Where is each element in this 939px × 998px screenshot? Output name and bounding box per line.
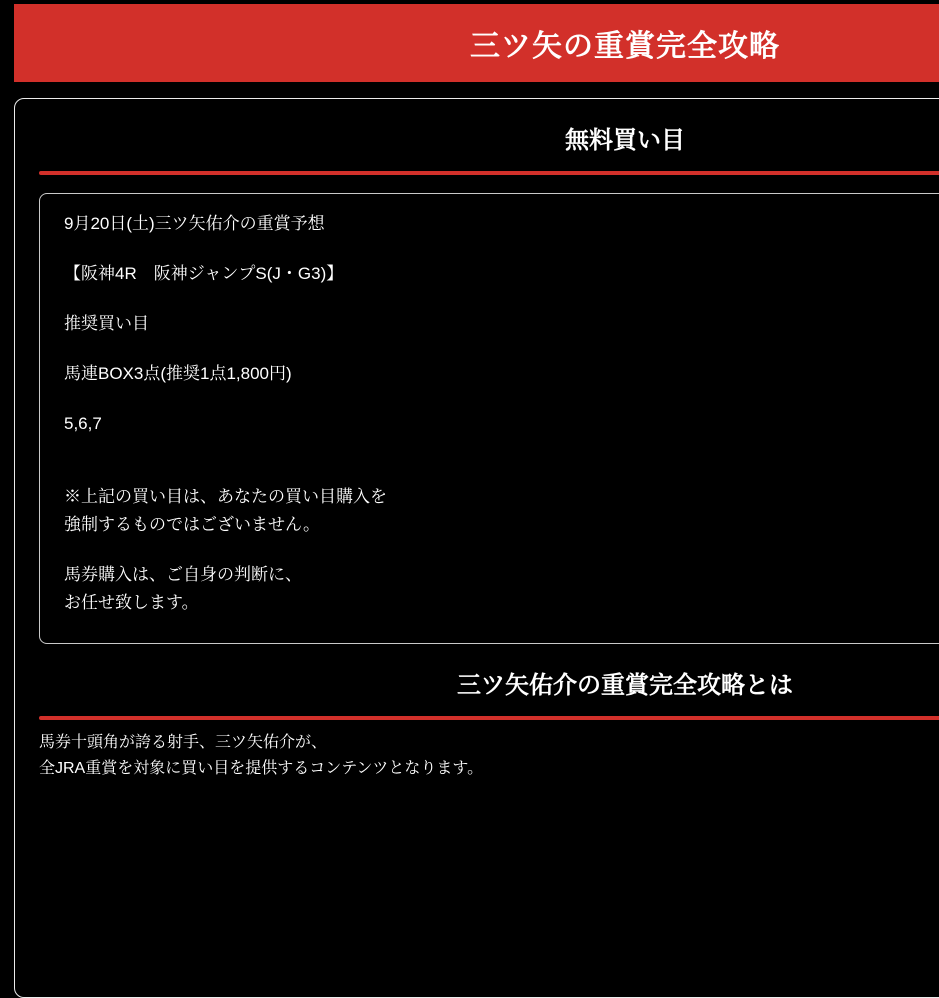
bet-type-line: 馬連BOX3点(推奨1点1,800円) [64, 364, 292, 383]
recommend-label: 推奨買い目 [64, 314, 149, 333]
header-banner [14, 4, 939, 82]
race-info-line: 【阪神4R 阪神ジャンプS(J・G3)】 [64, 264, 344, 283]
disclaimer-judgement-line2: お任せ致します。 [64, 593, 199, 612]
disclaimer-purchase-line1: ※上記の買い目は、あなたの買い目購入を [64, 487, 387, 506]
prediction-box [39, 193, 939, 644]
free-picks-section [39, 125, 939, 644]
page-title: 三ツ矢の重賞完全攻略 [470, 30, 780, 63]
red-divider [39, 171, 939, 175]
horse-numbers: 5,6,7 [64, 414, 102, 433]
about-body [39, 730, 939, 782]
main-content-box [14, 98, 939, 998]
prediction-date-line: 9月20日(土)三ツ矢佑介の重賞予想 [64, 214, 325, 233]
free-picks-heading: 無料買い目 [565, 127, 685, 154]
about-section [39, 670, 939, 782]
disclaimer-judgement-line1: 馬券購入は、ご自身の判断に、 [64, 565, 302, 584]
about-body-line1: 馬券十頭角が誇る射手、三ツ矢佑介が、 [39, 734, 328, 751]
red-divider [39, 716, 939, 720]
about-body-line2: 全JRA重賞を対象に買い目を提供するコンテンツとなります。 [39, 760, 484, 777]
disclaimer-purchase-line2: 強制するものではございません。 [64, 515, 321, 534]
about-heading: 三ツ矢佑介の重賞完全攻略とは [457, 672, 793, 699]
